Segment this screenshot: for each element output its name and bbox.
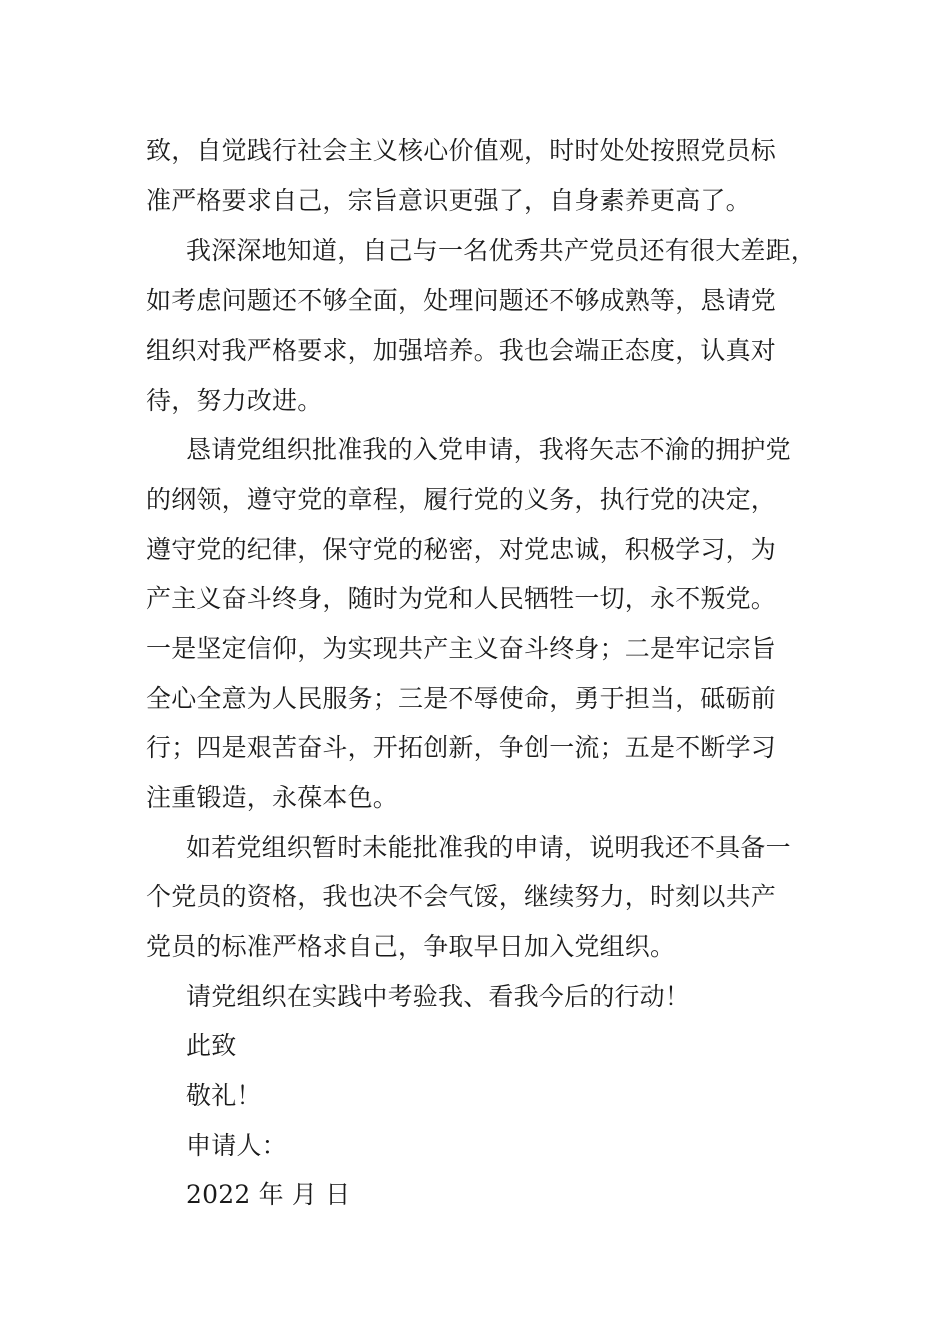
paragraph-start-line: 恳请党组织批准我的入党申请，我将矢志不渝的拥护党 [186,435,791,464]
text-line: 一是坚定信仰，为实现共产主义奋斗终身；二是牢记宗旨 [146,634,777,663]
text-line: 组织对我严格要求，加强培养。我也会端正态度，认真对 [146,336,777,365]
text-line: 致，自觉践行社会主义核心价值观，时时处处按照党员标 [146,136,777,165]
text-line: 准严格要求自己，宗旨意识更强了，自身素养更高了。 [146,186,751,215]
text-line: 党员的标准严格求自己，争取早日加入党组织。 [146,932,676,961]
text-line: 的纲领，遵守党的章程，履行党的义务，执行党的决定， [146,485,777,514]
text-line: 行；四是艰苦奋斗，开拓创新，争创一流；五是不断学习 [146,733,777,762]
applicant-label: 申请人： [186,1131,287,1160]
closing-statement: 请党组织在实践中考验我、看我今后的行动！ [186,982,691,1011]
salutation-jingli: 敬礼！ [186,1081,262,1110]
paragraph-start-line: 我深深地知道，自己与一名优秀共产党员还有很大差距， [186,236,817,265]
paragraph-start-line: 如若党组织暂时未能批准我的申请，说明我还不具备一 [186,833,791,862]
date-line: 2022 年 月 日 [186,1180,351,1209]
text-line: 遵守党的纪律，保守党的秘密，对党忠诚，积极学习，为 [146,535,777,564]
text-line: 待，努力改进。 [146,386,323,415]
salutation-cizhi: 此致 [186,1031,237,1060]
text-line: 全心全意为人民服务；三是不辱使命，勇于担当，砥砺前 [146,684,777,713]
text-line: 如考虑问题还不够全面，处理问题还不够成熟等，恳请党 [146,286,777,315]
text-line: 注重锻造，永葆本色。 [146,783,399,812]
text-line: 产主义奋斗终身，随时为党和人民牺牲一切，永不叛党。 [146,584,777,613]
text-line: 个党员的资格，我也决不会气馁，继续努力，时刻以共产 [146,882,777,911]
